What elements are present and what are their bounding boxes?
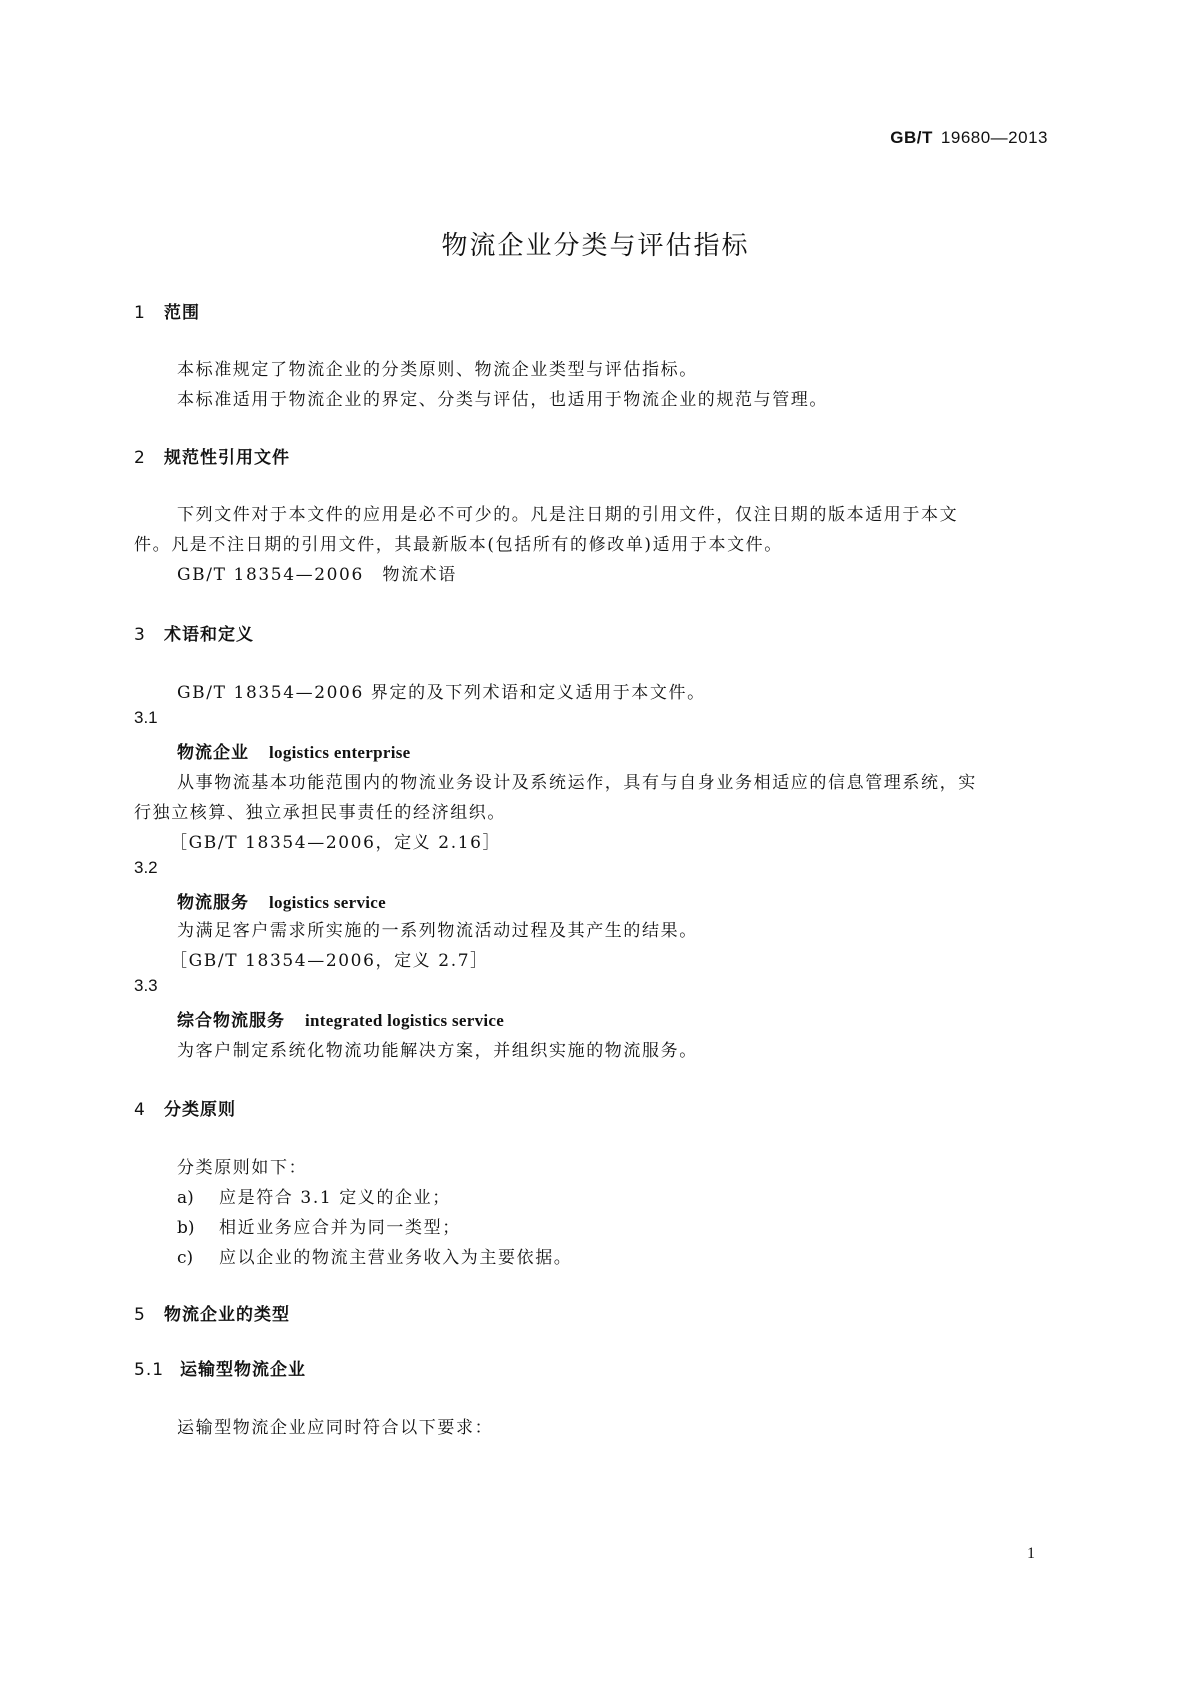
list-item: c) 应以企业的物流主营业务收入为主要依据。 bbox=[177, 1248, 573, 1268]
term-3-1-definition-line-2: 行独立核算、独立承担民事责任的经济组织。 bbox=[134, 803, 506, 823]
term-3-2-definition: 为满足客户需求所实施的一系列物流活动过程及其产生的结果。 bbox=[177, 921, 698, 941]
list-item: b) 相近业务应合并为同一类型； bbox=[177, 1218, 461, 1238]
term-3-1-title: 物流企业 logistics enterprise bbox=[177, 743, 411, 763]
section-2-heading: 2 规范性引用文件 bbox=[134, 448, 290, 468]
section-5-1-heading: 5.1 运输型物流企业 bbox=[134, 1360, 306, 1380]
standard-prefix: GB/T bbox=[890, 128, 933, 147]
section-3-intro: GB/T 18354—2006 界定的及下列术语和定义适用于本文件。 bbox=[177, 683, 706, 703]
normative-reference: GB/T 18354—2006 物流术语 bbox=[177, 565, 457, 585]
term-3-3-title: 综合物流服务 integrated logistics service bbox=[177, 1011, 505, 1031]
term-3-3-definition: 为客户制定系统化物流功能解决方案，并组织实施的物流服务。 bbox=[177, 1041, 698, 1061]
section-4-heading: 4 分类原则 bbox=[134, 1100, 236, 1120]
section-1-paragraph-1: 本标准规定了物流企业的分类原则、物流企业类型与评估指标。 bbox=[177, 360, 698, 380]
section-5-1-paragraph: 运输型物流企业应同时符合以下要求： bbox=[177, 1418, 494, 1438]
page-number: 1 bbox=[1027, 1545, 1035, 1562]
section-2-paragraph-line-2: 件。凡是不注日期的引用文件，其最新版本(包括所有的修改单)适用于本文件。 bbox=[134, 535, 783, 555]
term-3-1-source: ［GB/T 18354—2006，定义 2.16］ bbox=[170, 833, 502, 853]
section-5-heading: 5 物流企业的类型 bbox=[134, 1305, 290, 1325]
section-4-intro: 分类原则如下： bbox=[177, 1158, 308, 1178]
term-3-2-source: ［GB/T 18354—2006，定义 2.7］ bbox=[170, 951, 489, 971]
term-3-1-definition-line-1: 从事物流基本功能范围内的物流业务设计及系统运作，具有与自身业务相适应的信息管理系统，实 bbox=[177, 773, 977, 793]
section-2-paragraph-line-1: 下列文件对于本文件的应用是必不可少的。凡是注日期的引用文件，仅注日期的版本适用于本文 bbox=[177, 505, 959, 525]
term-3-3-number: 3.3 bbox=[134, 976, 158, 995]
standard-number: 19680—2013 bbox=[940, 128, 1048, 147]
section-1-paragraph-2: 本标准适用于物流企业的界定、分类与评估，也适用于物流企业的规范与管理。 bbox=[177, 390, 828, 410]
document-title: 物流企业分类与评估指标 bbox=[441, 231, 750, 261]
standard-code bbox=[890, 128, 1048, 148]
term-3-2-number: 3.2 bbox=[134, 858, 158, 877]
section-3-heading: 3 术语和定义 bbox=[134, 625, 254, 645]
term-3-2-title: 物流服务 logistics service bbox=[177, 893, 386, 913]
list-item: a) 应是符合 3.1 定义的企业； bbox=[177, 1188, 451, 1208]
term-3-1-number: 3.1 bbox=[134, 708, 158, 727]
section-1-heading: 1 范围 bbox=[134, 303, 200, 323]
